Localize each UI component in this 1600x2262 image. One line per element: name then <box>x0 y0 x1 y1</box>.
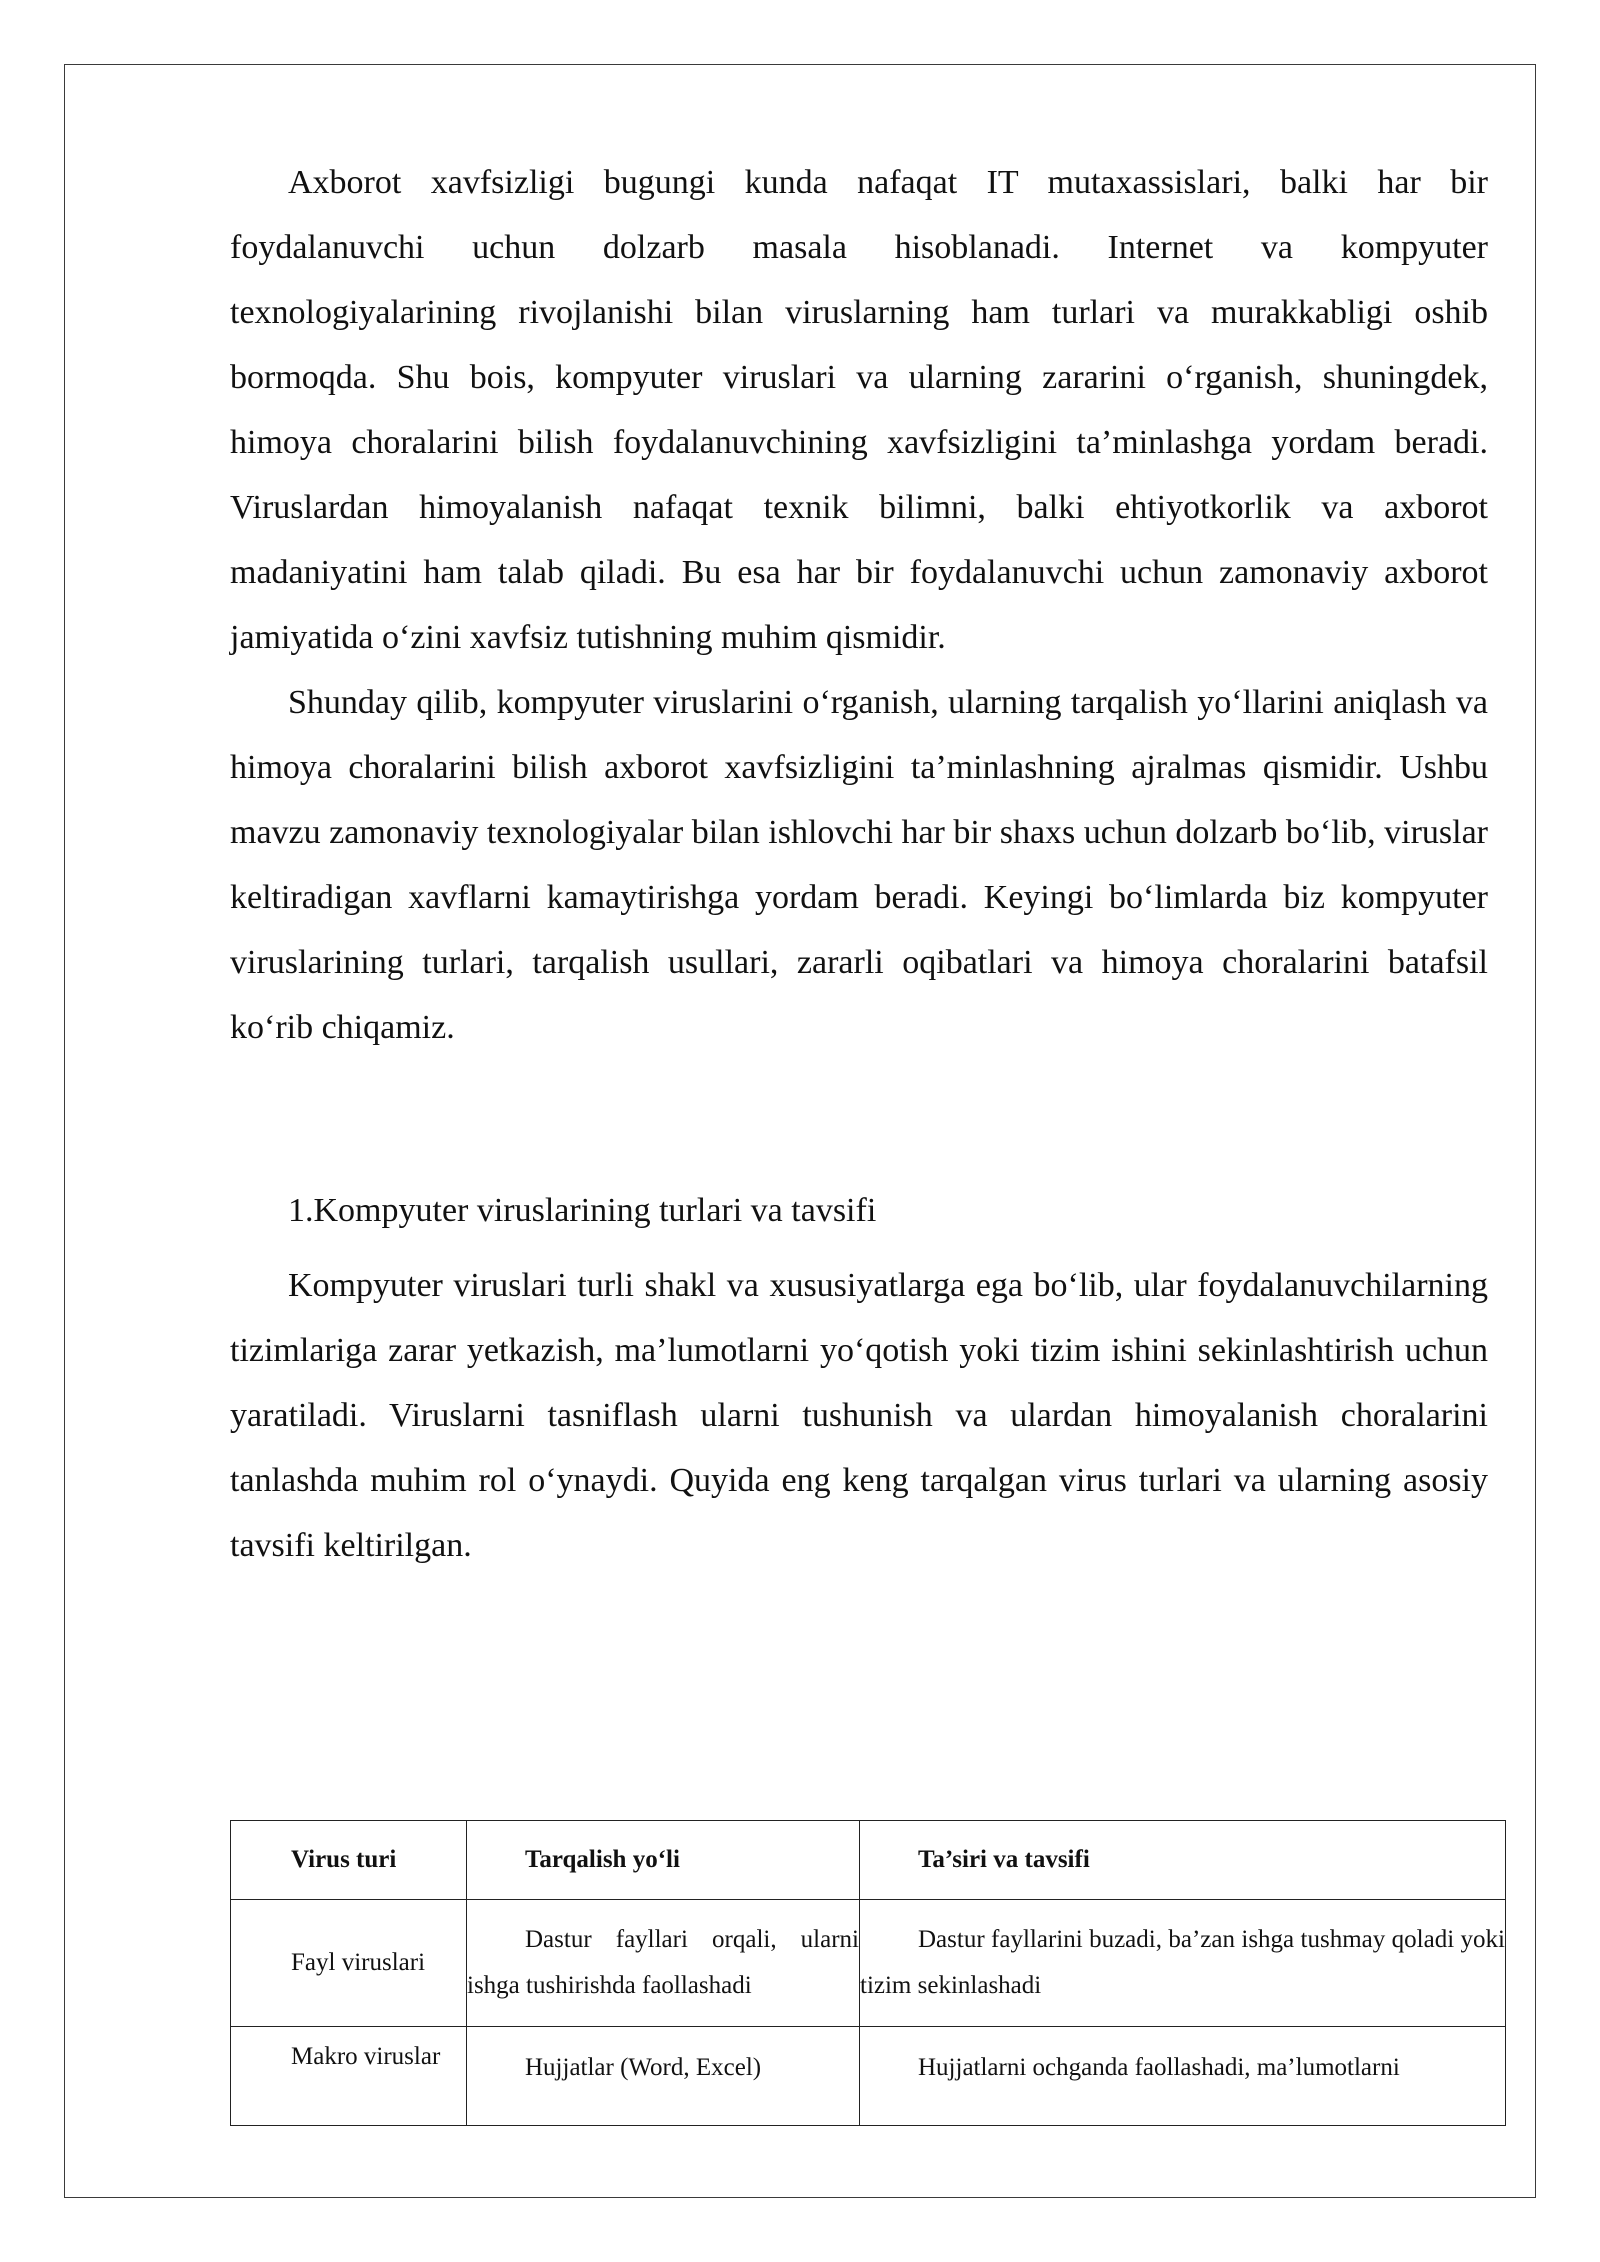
document-body <box>230 150 1488 1578</box>
virus-type-cell: Fayl viruslari <box>231 1900 467 2027</box>
effect-description-cell: Dastur fayllarini buzadi, ba’zan ishga tushmay qoladi yoki tizim sekinlashadi <box>860 1900 1506 2027</box>
intro-paragraph-2: Shunday qilib, kompyuter viruslarini o‘rganish, ularning tarqalish yo‘llarini aniqlash va himoya choralarini bilish axborot xavfsizligini ta’minlashning ajralmas qismidir. Ushbu mavzu zamonaviy texnologiyalar bilan ishlovchi har bir shaxs uchun dolzarb bo‘lib, viruslar keltiradigan xavflarni kamaytirishga yordam beradi. Keyingi bo‘limlarda biz kompyuter viruslarining turlari, tarqalish usullari, zararli oqibatlari va himoya choralarini batafsil ko‘rib chiqamiz. <box>230 684 1488 1046</box>
virus-types-table <box>230 1820 1506 2126</box>
header-effect-description: Ta’siri va tavsifi <box>860 1821 1506 1900</box>
spread-method-cell: Dastur fayllari orqali, ularni ishga tushirishda faollashadi <box>467 1900 860 2027</box>
table-row <box>231 2027 1506 2126</box>
table-header-row <box>231 1821 1506 1900</box>
section-heading: 1.Kompyuter viruslarining turlari va tavsifi <box>288 1192 877 1229</box>
spread-method-cell: Hujjatlar (Word, Excel) <box>467 2027 860 2126</box>
table-row <box>231 1900 1506 2027</box>
section-paragraph: Kompyuter viruslari turli shakl va xususiyatlarga ega bo‘lib, ular foydalanuvchilarning tizimlariga zarar yetkazish, ma’lumotlarni yo‘qotish yoki tizim ishini sekinlashtirish uchun yaratiladi. Viruslarni tasniflash ularni tushunish va ulardan himoyalanish choralarini tanlashda muhim rol o‘ynaydi. Quyida eng keng tarqalgan virus turlari va ularning asosiy tavsifi keltirilgan. <box>230 1267 1488 1564</box>
effect-description-cell: Hujjatlarni ochganda faollashadi, ma’lumotlarni <box>860 2027 1506 2126</box>
header-spread-method: Tarqalish yo‘li <box>467 1821 860 1900</box>
virus-type-cell: Makro viruslar <box>231 2027 467 2126</box>
header-virus-type: Virus turi <box>231 1821 467 1900</box>
intro-paragraph-1: Axborot xavfsizligi bugungi kunda nafaqat IT mutaxassislari, balki har bir foydalanuvchi uchun dolzarb masala hisoblanadi. Internet va kompyuter texnologiyalarining rivojlanishi bilan viruslarning ham turlari va murakkabligi oshib bormoqda. Shu bois, kompyuter viruslari va ularning zararini o‘rganish, shuningdek, himoya choralarini bilish foydalanuvchining xavfsizligini ta’minlashga yordam beradi. Viruslardan himoyalanish nafaqat texnik bilimni, balki ehtiyotkorlik va axborot madaniyatini ham talab qiladi. Bu esa har bir foydalanuvchi uchun zamonaviy axborot jamiyatida o‘zini xavfsiz tutishning muhim qismidir. <box>230 164 1488 656</box>
